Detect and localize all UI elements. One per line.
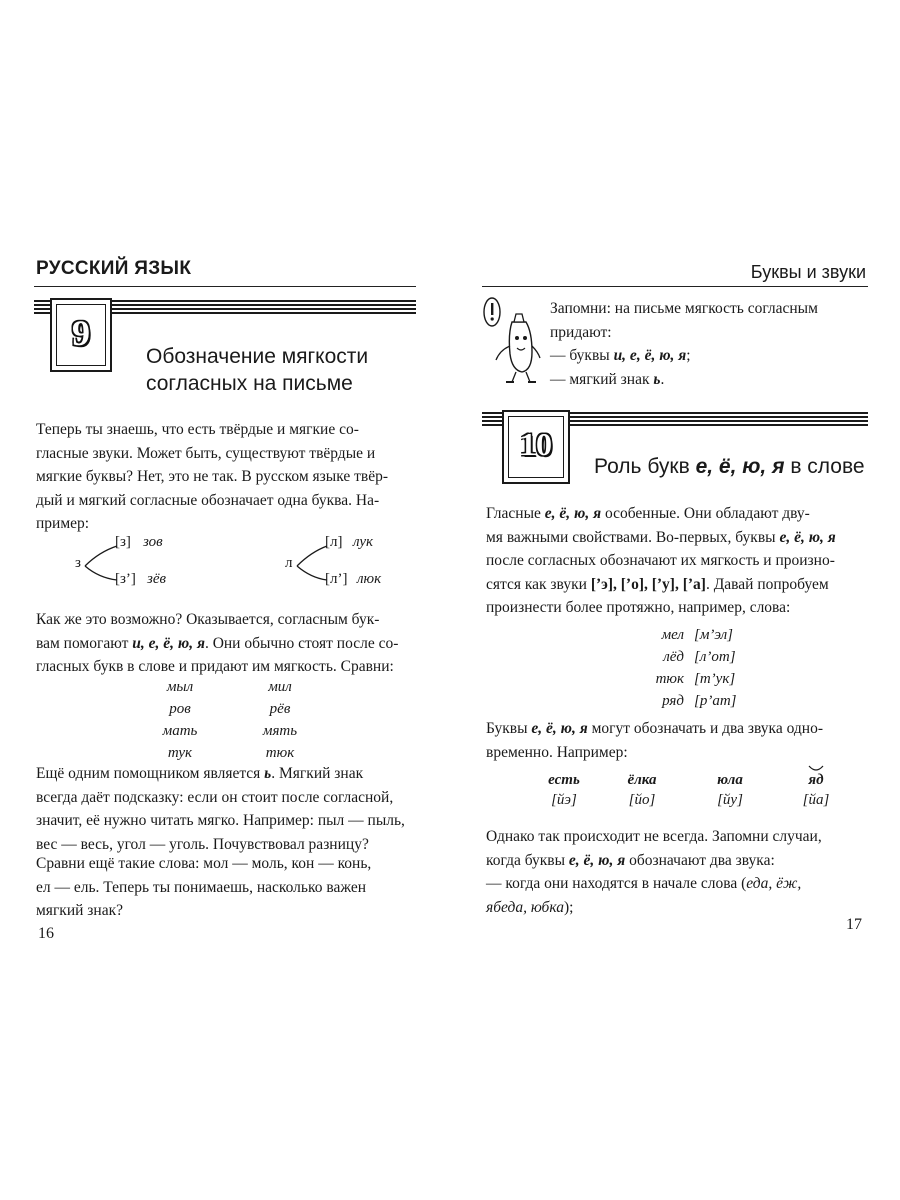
section-number: 9 — [72, 313, 90, 353]
running-header-right: Буквы и звуки — [750, 262, 866, 282]
table-row: лёд [л’от] — [663, 648, 736, 665]
table-row: мать мять — [162, 722, 298, 739]
section-number-badge — [502, 410, 570, 484]
right-page — [450, 0, 900, 1200]
table-row: мыл мил — [166, 678, 292, 695]
running-header-left: РУССКИЙ ЯЗЫК — [36, 258, 192, 279]
table-row: ряд [р’ат] — [662, 692, 737, 709]
comparison-table — [130, 676, 330, 764]
page-number-right: 17 — [846, 916, 862, 933]
word-example: есть [йэ] — [548, 772, 580, 808]
table-row: тюк [т’ук] — [655, 670, 736, 687]
sound-diagram-l: л [л] лук [л’] люк — [285, 534, 382, 587]
paragraph-cases: Однако так происходит не всегда. Запомни случаи, когда буквы е, ё, ю, я обозначают два звука: — когда они находятся в начале слова (еда, ёж, ябеда, юбка); — [486, 828, 822, 916]
header-rule — [34, 286, 416, 287]
transcription-table — [618, 624, 758, 712]
section-title: Роль букв е, ё, ю, я в слове — [594, 455, 865, 478]
page-number-left: 16 — [38, 925, 54, 942]
sound-diagram-z: з [з] зов [з’] зёв — [75, 534, 167, 587]
section-title: Обозначение мягкости согласных на письме — [146, 345, 369, 395]
paragraph-helpers: Как же это возможно? Оказывается, согласным бук- вам помогают и, е, ё, ю, я. Они обычно стоят после со- гласных букв в слове и придают им мягкость. Сравни: — [36, 611, 399, 675]
word-example: ёлка [йо] — [627, 772, 657, 808]
paragraph-vowels: Гласные е, ё, ю, я особенные. Они обладают дву- мя важными свойствами. Во-первых, буквы е, ё, ю, я после согласных обозначают их мягкость и произно- сятся как звуки [’э], [’о], [’у], [’а]. Давай попробуем произнести более протяжно, например, слова: — [486, 505, 836, 616]
table-row: мел [м’эл] — [661, 626, 734, 643]
exclamation-mascot-icon — [480, 294, 544, 384]
paragraph-two-sounds: Буквы е, ё, ю, я могут обозначать и два звука одно- временно. Например: — [486, 720, 823, 761]
table-row: тук тюк — [167, 744, 295, 761]
word-example: яд [йа] — [776, 772, 856, 809]
paragraph-compare: Сравни ещё такие слова: мол — моль, кон — конь, ел — ель. Теперь ты понимаешь, насколько важен мягкий знак? — [36, 855, 372, 919]
section-number-badge — [50, 298, 112, 372]
section-number: 10 — [520, 426, 552, 462]
intro-paragraph: Теперь ты знаешь, что есть твёрдые и мягкие со- гласные звуки. Может быть, существуют твёрдые и мягкие буквы? Нет, это не так. В русском языке твёр- дый и мягкий согласные обозначает одна буква. На- пример: — [36, 421, 388, 532]
header-rule — [482, 286, 868, 287]
reminder-note: Запомни: на письме мягкость согласным придают: — буквы и, е, ё, ю, я; — мягкий знак ь. — [550, 300, 818, 388]
table-row: ров рёв — [169, 700, 291, 717]
breve-icon — [806, 765, 826, 773]
paragraph-soft-sign: Ещё одним помощником является ь. Мягкий знак всегда даёт подсказку: если он стоит после согласной, значит, её нужно читать мягко. Например: пыл — пыль, вес — весь, угол — уголь. Почувствовал разницу? — [36, 765, 405, 853]
word-example: юла [йу] — [717, 772, 743, 808]
two-sound-words — [524, 772, 854, 822]
